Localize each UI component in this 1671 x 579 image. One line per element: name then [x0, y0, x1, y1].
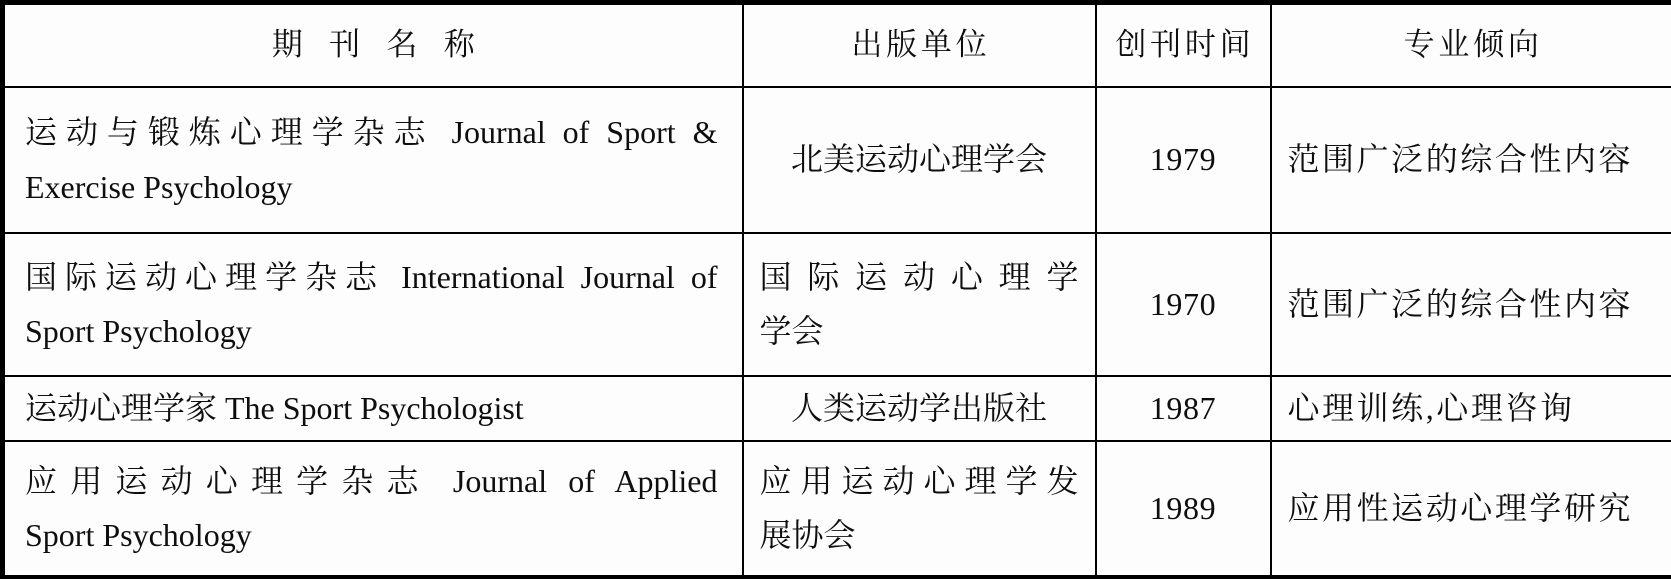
table-header-row	[3, 3, 1671, 87]
journal-name-line: Exercise Psychology	[25, 168, 293, 205]
cell-founded-year: 1987	[1096, 376, 1271, 441]
journal-name-line: Sport Psychology	[25, 517, 252, 554]
publisher-line: 学会	[759, 313, 824, 349]
cell-orientation: 范围广泛的综合性内容	[1271, 87, 1671, 233]
table-row	[3, 441, 1671, 578]
cell-publisher	[743, 233, 1096, 376]
cell-orientation: 应用性运动心理学研究	[1271, 441, 1671, 578]
publisher-line: 国际运动心理学	[759, 258, 1079, 295]
column-header-orientation: 专业倾向	[1271, 3, 1671, 87]
table-row	[3, 87, 1671, 233]
table-row	[3, 233, 1671, 376]
journal-name-line: Sport Psychology	[25, 313, 252, 349]
publisher-line: 北美运动心理学会	[790, 141, 1047, 178]
cell-publisher	[743, 376, 1096, 441]
cell-journal-name	[3, 376, 743, 441]
journal-name-line: 国际运动心理学杂志 International Journal of	[25, 258, 718, 295]
cell-orientation: 范围广泛的综合性内容	[1271, 233, 1671, 376]
publisher-line: 展协会	[759, 517, 856, 554]
cell-journal-name	[3, 87, 743, 233]
publisher-line: 应用运动心理学发	[759, 462, 1079, 499]
journal-name-line: 运动心理学家 The Sport Psychologist	[25, 389, 524, 426]
cell-journal-name	[3, 441, 743, 578]
cell-journal-name	[3, 233, 743, 376]
journal-name-line: 运动与锻炼心理学杂志 Journal of Sport &	[25, 114, 718, 151]
cell-publisher	[743, 441, 1096, 578]
column-header-publisher: 出版单位	[743, 3, 1096, 87]
cell-founded-year: 1989	[1096, 441, 1271, 578]
cell-founded-year: 1979	[1096, 87, 1271, 233]
column-header-journal-name: 期刊名称	[3, 3, 743, 87]
table-row	[3, 376, 1671, 441]
column-header-founded: 创刊时间	[1096, 3, 1271, 87]
journal-name-line: 应用运动心理学杂志 Journal of Applied	[25, 462, 718, 499]
publisher-line: 人类运动学出版社	[790, 389, 1047, 426]
cell-orientation: 心理训练,心理咨询	[1271, 376, 1671, 441]
cell-publisher	[743, 87, 1096, 233]
cell-founded-year: 1970	[1096, 233, 1271, 376]
